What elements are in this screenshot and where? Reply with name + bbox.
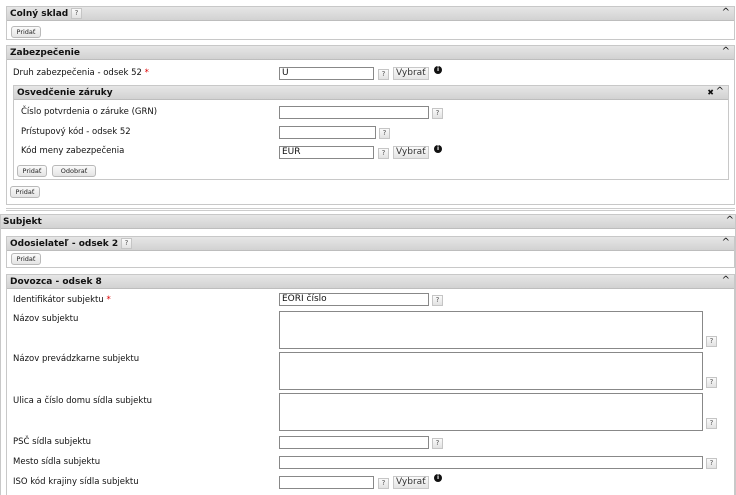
- close-icon[interactable]: ✖: [707, 88, 714, 97]
- pristupovy-kod-help-icon[interactable]: ?: [379, 128, 390, 139]
- identifikator-help-icon[interactable]: ?: [432, 295, 443, 306]
- odosielatel-add-button[interactable]: Pridať: [11, 253, 41, 265]
- colny-sklad-panel: [6, 6, 735, 40]
- pristupovy-kod-label: Prístupový kód - odsek 52: [21, 127, 131, 137]
- prevadzkaren-label: Názov prevádzkarne subjektu: [13, 354, 140, 364]
- iso-help-icon[interactable]: ?: [378, 478, 389, 489]
- kod-meny-vybrat-button[interactable]: Vybrať: [393, 146, 429, 159]
- dovozca-header[interactable]: [7, 275, 734, 289]
- subjekt-title: Subjekt: [3, 217, 42, 227]
- druh-vybrat-button[interactable]: Vybrať: [393, 67, 429, 80]
- psc-help-icon[interactable]: ?: [432, 438, 443, 449]
- required-marker: *: [106, 295, 111, 305]
- osvedcenie-add-button[interactable]: Pridať: [17, 165, 47, 177]
- mesto-help-icon[interactable]: ?: [706, 458, 717, 469]
- kod-meny-label: Kód meny zabezpečenia: [21, 146, 125, 156]
- kod-meny-info-icon[interactable]: i: [434, 145, 442, 153]
- zabezpecenie-collapse-icon[interactable]: ^: [721, 46, 730, 57]
- pristupovy-kod-input[interactable]: [279, 126, 376, 139]
- ulica-textarea[interactable]: [279, 393, 703, 431]
- grn-input[interactable]: [279, 106, 429, 119]
- druh-help-icon[interactable]: ?: [378, 69, 389, 80]
- prevadzkaren-textarea[interactable]: [279, 352, 703, 390]
- odosielatel-collapse-icon[interactable]: ^: [721, 237, 730, 248]
- zabezpecenie-header[interactable]: [7, 46, 734, 60]
- druh-zabezpecenia-input[interactable]: U: [279, 67, 374, 80]
- zabezpecenie-title: Zabezpečenie: [10, 48, 80, 58]
- druh-zabezpecenia-text: Druh zabezpečenia - odsek 52: [13, 68, 142, 78]
- iso-input[interactable]: [279, 476, 374, 489]
- kod-meny-help-icon[interactable]: ?: [378, 148, 389, 159]
- zabezpecenie-add-button[interactable]: Pridať: [10, 186, 40, 198]
- odosielatel-header[interactable]: [7, 237, 734, 251]
- nazov-label: Názov subjektu: [13, 314, 79, 324]
- osvedcenie-remove-button[interactable]: Odobrať: [52, 165, 96, 177]
- osvedcenie-header[interactable]: [14, 86, 728, 100]
- iso-label: ISO kód krajiny sídla subjektu: [13, 477, 139, 487]
- required-marker: *: [144, 68, 149, 78]
- ulica-label: Ulica a číslo domu sídla subjektu: [13, 396, 153, 406]
- nazov-textarea[interactable]: [279, 311, 703, 349]
- grn-help-icon[interactable]: ?: [432, 108, 443, 119]
- druh-info-icon[interactable]: i: [434, 66, 442, 74]
- identifikator-label: [13, 295, 111, 305]
- osvedcenie-collapse-icon[interactable]: ^: [715, 86, 724, 97]
- section-divider: [6, 208, 735, 211]
- mesto-label: Mesto sídla subjektu: [13, 457, 101, 467]
- subjekt-collapse-icon[interactable]: ^: [725, 215, 734, 226]
- odosielatel-panel: [6, 236, 735, 268]
- odosielatel-title: Odosielateľ - odsek 2: [10, 239, 119, 249]
- odosielatel-help-icon[interactable]: ?: [121, 238, 132, 249]
- psc-input[interactable]: [279, 436, 429, 449]
- colny-sklad-help-icon[interactable]: ?: [71, 8, 82, 19]
- psc-label: PSČ sídla subjektu: [13, 437, 92, 447]
- colny-sklad-add-button[interactable]: Pridať: [11, 26, 41, 38]
- ulica-help-icon[interactable]: ?: [706, 418, 717, 429]
- identifikator-text: Identifikátor subjektu: [13, 295, 104, 305]
- subjekt-header[interactable]: [1, 215, 735, 229]
- nazov-help-icon[interactable]: ?: [706, 336, 717, 347]
- iso-info-icon[interactable]: i: [434, 474, 442, 482]
- colny-sklad-header[interactable]: [7, 7, 734, 21]
- druh-zabezpecenia-label: [13, 68, 149, 78]
- kod-meny-input[interactable]: EUR: [279, 146, 374, 159]
- grn-label: Číslo potvrdenia o záruke (GRN): [21, 107, 158, 117]
- identifikator-input[interactable]: EORI číslo: [279, 293, 429, 306]
- prevadzkaren-help-icon[interactable]: ?: [706, 377, 717, 388]
- colny-sklad-title: Colný sklad: [10, 9, 69, 19]
- iso-vybrat-button[interactable]: Vybrať: [393, 476, 429, 489]
- dovozca-title: Dovozca - odsek 8: [10, 277, 102, 287]
- osvedcenie-title: Osvedčenie záruky: [17, 88, 113, 98]
- mesto-input[interactable]: [279, 456, 703, 469]
- colny-sklad-collapse-icon[interactable]: ^: [721, 7, 730, 18]
- dovozca-collapse-icon[interactable]: ^: [721, 275, 730, 286]
